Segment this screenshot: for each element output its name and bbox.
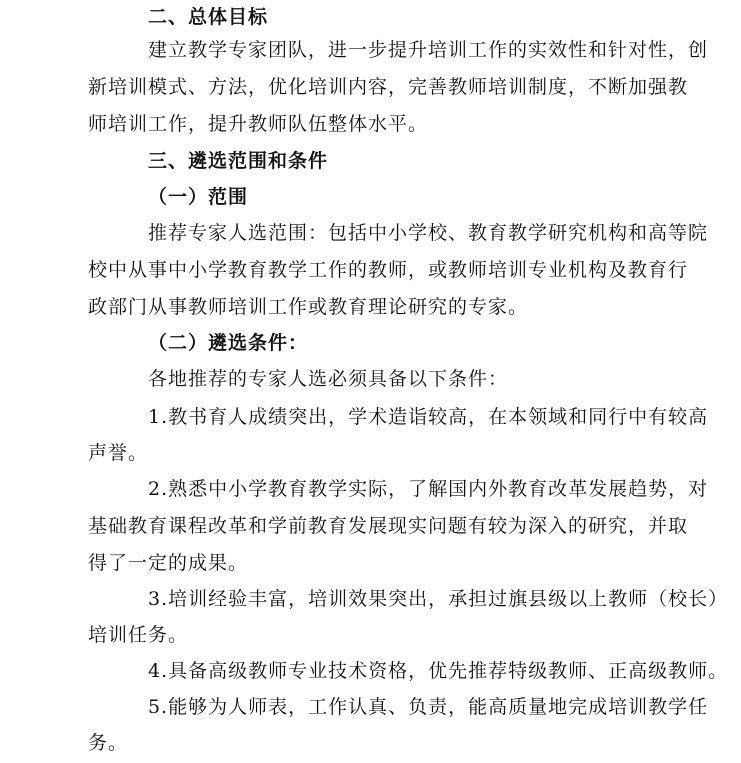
section-heading-overall-goals: 二、总体目标 bbox=[148, 6, 269, 28]
paragraph-line: 建立教学专家团队，进一步提升培训工作的实效性和针对性，创 bbox=[148, 39, 709, 61]
subsection-heading-scope: （一）范围 bbox=[148, 186, 249, 208]
condition-item-5: 5.能够为人师表，工作认真、负责，能高质量地完成培训教学任 bbox=[148, 696, 709, 718]
paragraph-line: 声誉。 bbox=[88, 442, 149, 464]
condition-item-4: 4.具备高级教师专业技术资格，优先推荐特级教师、正高级教师。 bbox=[148, 660, 729, 682]
condition-item-2: 2.熟悉中小学教育教学实际，了解国内外教育改革发展趋势，对 bbox=[148, 478, 709, 500]
paragraph-line: 新培训模式、方法，优化培训内容，完善教师培训制度，不断加强教 bbox=[88, 76, 689, 98]
subsection-heading-conditions: （二）遴选条件： bbox=[148, 332, 309, 354]
paragraph-line: 基础教育课程改革和学前教育发展现实问题有较为深入的研究，并取 bbox=[88, 515, 689, 537]
section-heading-selection-scope: 三、遴选范围和条件 bbox=[148, 150, 329, 172]
condition-item-1: 1.教书育人成绩突出，学术造诣较高，在本领域和同行中有较高 bbox=[148, 406, 709, 428]
paragraph-line: 各地推荐的专家人选必须具备以下条件： bbox=[148, 368, 509, 390]
paragraph-line: 得了一定的成果。 bbox=[88, 552, 249, 574]
paragraph-line: 校中从事中小学教育教学工作的教师，或教师培训专业机构及教育行 bbox=[88, 259, 689, 281]
paragraph-line: 培训任务。 bbox=[88, 624, 189, 646]
paragraph-line: 推荐专家人选范围：包括中小学校、教育教学研究机构和高等院 bbox=[148, 222, 709, 244]
paragraph-line: 政部门从事教师培训工作或教育理论研究的专家。 bbox=[88, 296, 529, 318]
paragraph-line: 务。 bbox=[88, 732, 129, 754]
paragraph-line: 师培训工作，提升教师队伍整体水平。 bbox=[88, 113, 429, 135]
condition-item-3: 3.培训经验丰富，培训效果突出，承担过旗县级以上教师（校长） bbox=[148, 588, 729, 610]
